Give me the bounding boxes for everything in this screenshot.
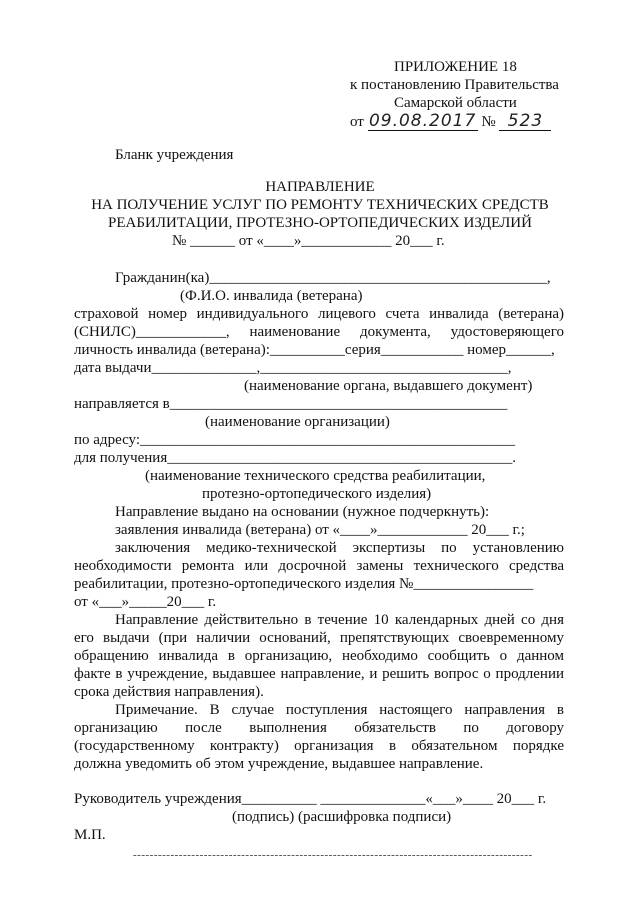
expertise-line-3: реабилитации, протезно-ортопедического изделия №________________ [74, 576, 534, 592]
note-line-1: Примечание. В случае поступления настоящего направления в [115, 702, 564, 718]
receive-line: для получения______________________________________________. [74, 450, 516, 466]
handwritten-number: 523 [499, 112, 551, 131]
appendix-line-2: Самарской области [394, 95, 517, 111]
appendix-line-1: к постановлению Правительства [350, 77, 559, 93]
snils-line-1: страховой номер индивидуального лицевого счета инвалида (ветерана) [74, 306, 564, 322]
validity-line-1: Направление действительно в течение 10 календарных дней со дня [115, 612, 564, 628]
title-line-4: № ______ от «____»____________ 20___ г. [172, 233, 445, 249]
validity-line-2: его выдачи (при наличии оснований, препятствующих своевременному [74, 630, 564, 646]
device-hint-2: протезно-ортопедического изделия) [202, 486, 432, 502]
title-line-2: НА ПОЛУЧЕНИЕ УСЛУГ ПО РЕМОНТУ ТЕХНИЧЕСКИХ СРЕДСТВ [91, 197, 549, 213]
issuer-hint: (наименование органа, выдавшего документ) [244, 378, 533, 394]
title-line-3: РЕАБИЛИТАЦИИ, ПРОТЕЗНО-ОРТОПЕДИЧЕСКИХ ИЗДЕЛИЙ [108, 215, 532, 231]
basis-application-line: заявления инвалида (ветерана) от «____»____________ 20___ г.; [115, 522, 525, 538]
validity-line-5: срока действия направления). [74, 684, 264, 700]
note-line-3: (государственному контракту) организация в обязательном порядке [74, 738, 564, 754]
signature-line: Руководитель учреждения__________ ______________«___»____ 20___ г. [74, 791, 547, 807]
note-line-4: должна уведомить об этом учреждение, выдавшее направление. [74, 756, 484, 772]
appendix-date-line [350, 112, 551, 131]
validity-line-4: факте в учреждение, выдавшее направление, и решить вопрос о продлении [74, 666, 564, 682]
signature-hint: (подпись) (расшифровка подписи) [232, 809, 452, 825]
title-line-1: НАПРАВЛЕНИЕ [265, 179, 375, 195]
handwritten-date: 09.08.2017 [368, 111, 477, 131]
device-hint-1: (наименование технического средства реабилитации, [145, 468, 486, 484]
expertise-line-2: необходимости ремонта или досрочной замены технического средства [74, 558, 564, 574]
address-line: по адресу:__________________________________________________ [74, 432, 516, 448]
expertise-line-4: от «___»_____20___ г. [74, 594, 217, 610]
number-label: № [481, 114, 496, 130]
citizen-hint: (Ф.И.О. инвалида (ветерана) [180, 288, 363, 304]
basis-line: Направление выдано на основании (нужное подчеркнуть): [115, 504, 490, 520]
from-label: от [350, 114, 364, 130]
citizen-line: Гражданин(ка)_____________________________________________, [115, 270, 551, 286]
issue-date-line: дата выдачи______________,_________________________________, [74, 360, 512, 376]
stamp-label: М.П. [74, 827, 106, 843]
expertise-line-1: заключения медико-технической экспертизы по установлению [115, 540, 564, 556]
note-line-2: организацию после выполнения обязательств по договору [74, 720, 564, 736]
snils-line-2: (СНИЛС)____________, наименование документа, удостоверяющего [74, 324, 564, 340]
validity-line-3: обращению инвалида в организацию, необходимо сообщить о данном [74, 648, 564, 664]
institution-form: Бланк учреждения [115, 147, 234, 163]
snils-line-3: личность инвалида (ветерана):__________серия___________ номер______, [74, 342, 555, 358]
sent-to-line: направляется в_____________________________________________ [74, 396, 508, 412]
appendix-title: ПРИЛОЖЕНИЕ 18 [394, 59, 517, 75]
cut-line: ------------------------------------------------------------------------------------------------ [133, 849, 533, 861]
organization-hint: (наименование организации) [205, 414, 390, 430]
